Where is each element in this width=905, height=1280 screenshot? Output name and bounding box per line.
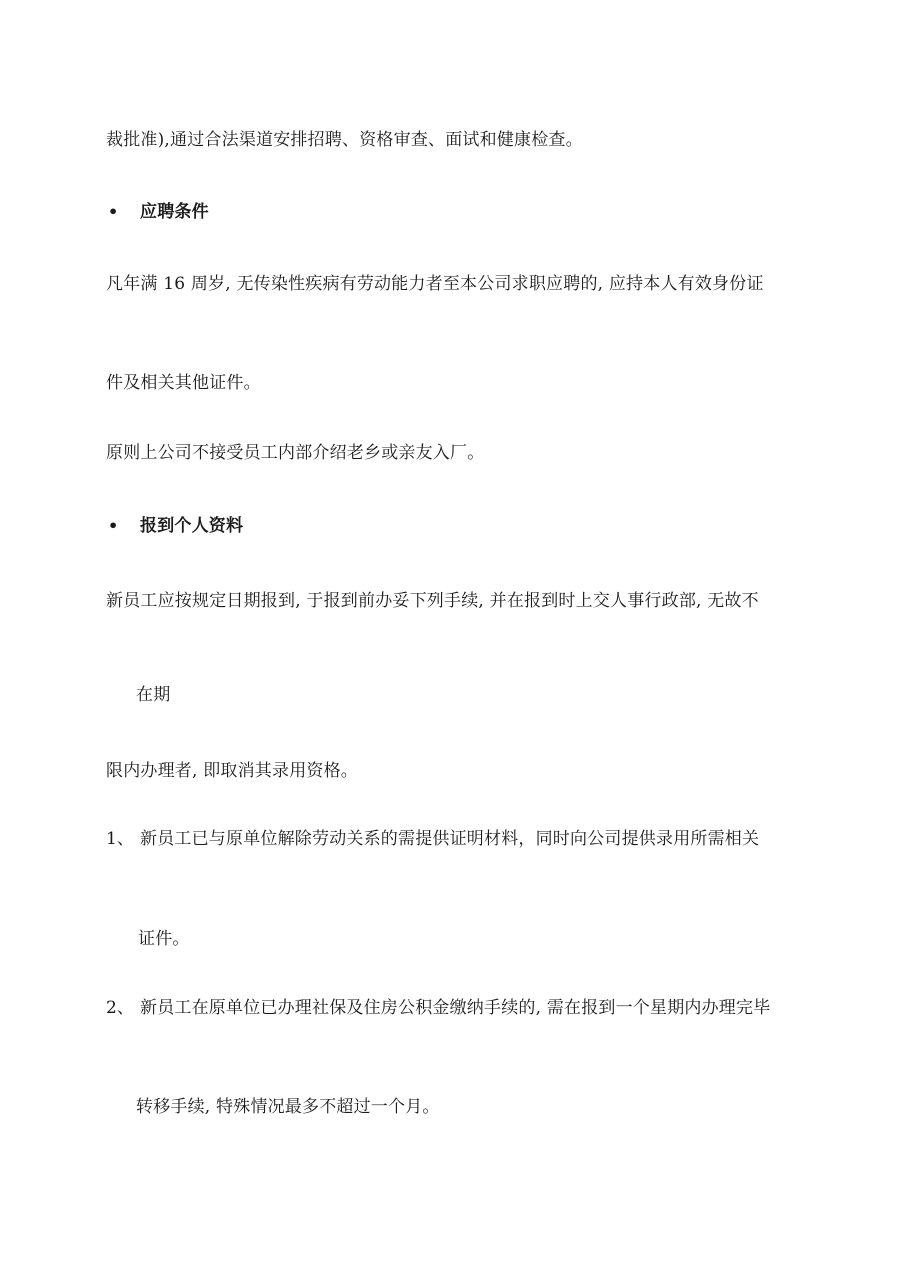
list-item-2-line1: 新员工在原单位已办理社保及住房公积金缴纳手续的, 需在报到一个星期内办理完毕 bbox=[140, 998, 771, 1018]
list-item-2-line2: 转移手续, 特殊情况最多不超过一个月。 bbox=[136, 1097, 440, 1117]
bullet-icon: • bbox=[108, 202, 119, 221]
list-item-1-line1: 新员工已与原单位解除劳动关系的需提供证明材料，同时向公司提供录用所需相关 bbox=[140, 829, 760, 849]
section-heading-application-conditions: 应聘条件 bbox=[140, 202, 209, 222]
paragraph-conditions-line1: 凡年满 16 周岁, 无传染性疾病有劳动能力者至本公司求职应聘的, 应持本人有效身份证 bbox=[106, 274, 764, 294]
list-item-1-line2: 证件。 bbox=[138, 929, 190, 949]
paragraph-conditions-line2: 件及相关其他证件。 bbox=[106, 373, 261, 393]
section-heading-report-documents: 报到个人资料 bbox=[140, 516, 244, 536]
list-item-number: 1、 bbox=[106, 829, 134, 849]
paragraph-report-line2: 在期 bbox=[136, 685, 171, 705]
paragraph-intro-tail: 裁批准),通过合法渠道安排招聘、资格审查、面试和健康检查。 bbox=[106, 130, 583, 150]
bullet-icon: • bbox=[108, 516, 119, 535]
paragraph-report-line3: 限内办理者, 即取消其录用资格。 bbox=[106, 761, 359, 781]
paragraph-referral-policy: 原则上公司不接受员工内部介绍老乡或亲友入厂。 bbox=[106, 443, 485, 463]
list-item-number: 2、 bbox=[106, 998, 134, 1018]
paragraph-report-line1: 新员工应按规定日期报到, 于报到前办妥下列手续, 并在报到时上交人事行政部, 无故不 bbox=[106, 591, 759, 611]
